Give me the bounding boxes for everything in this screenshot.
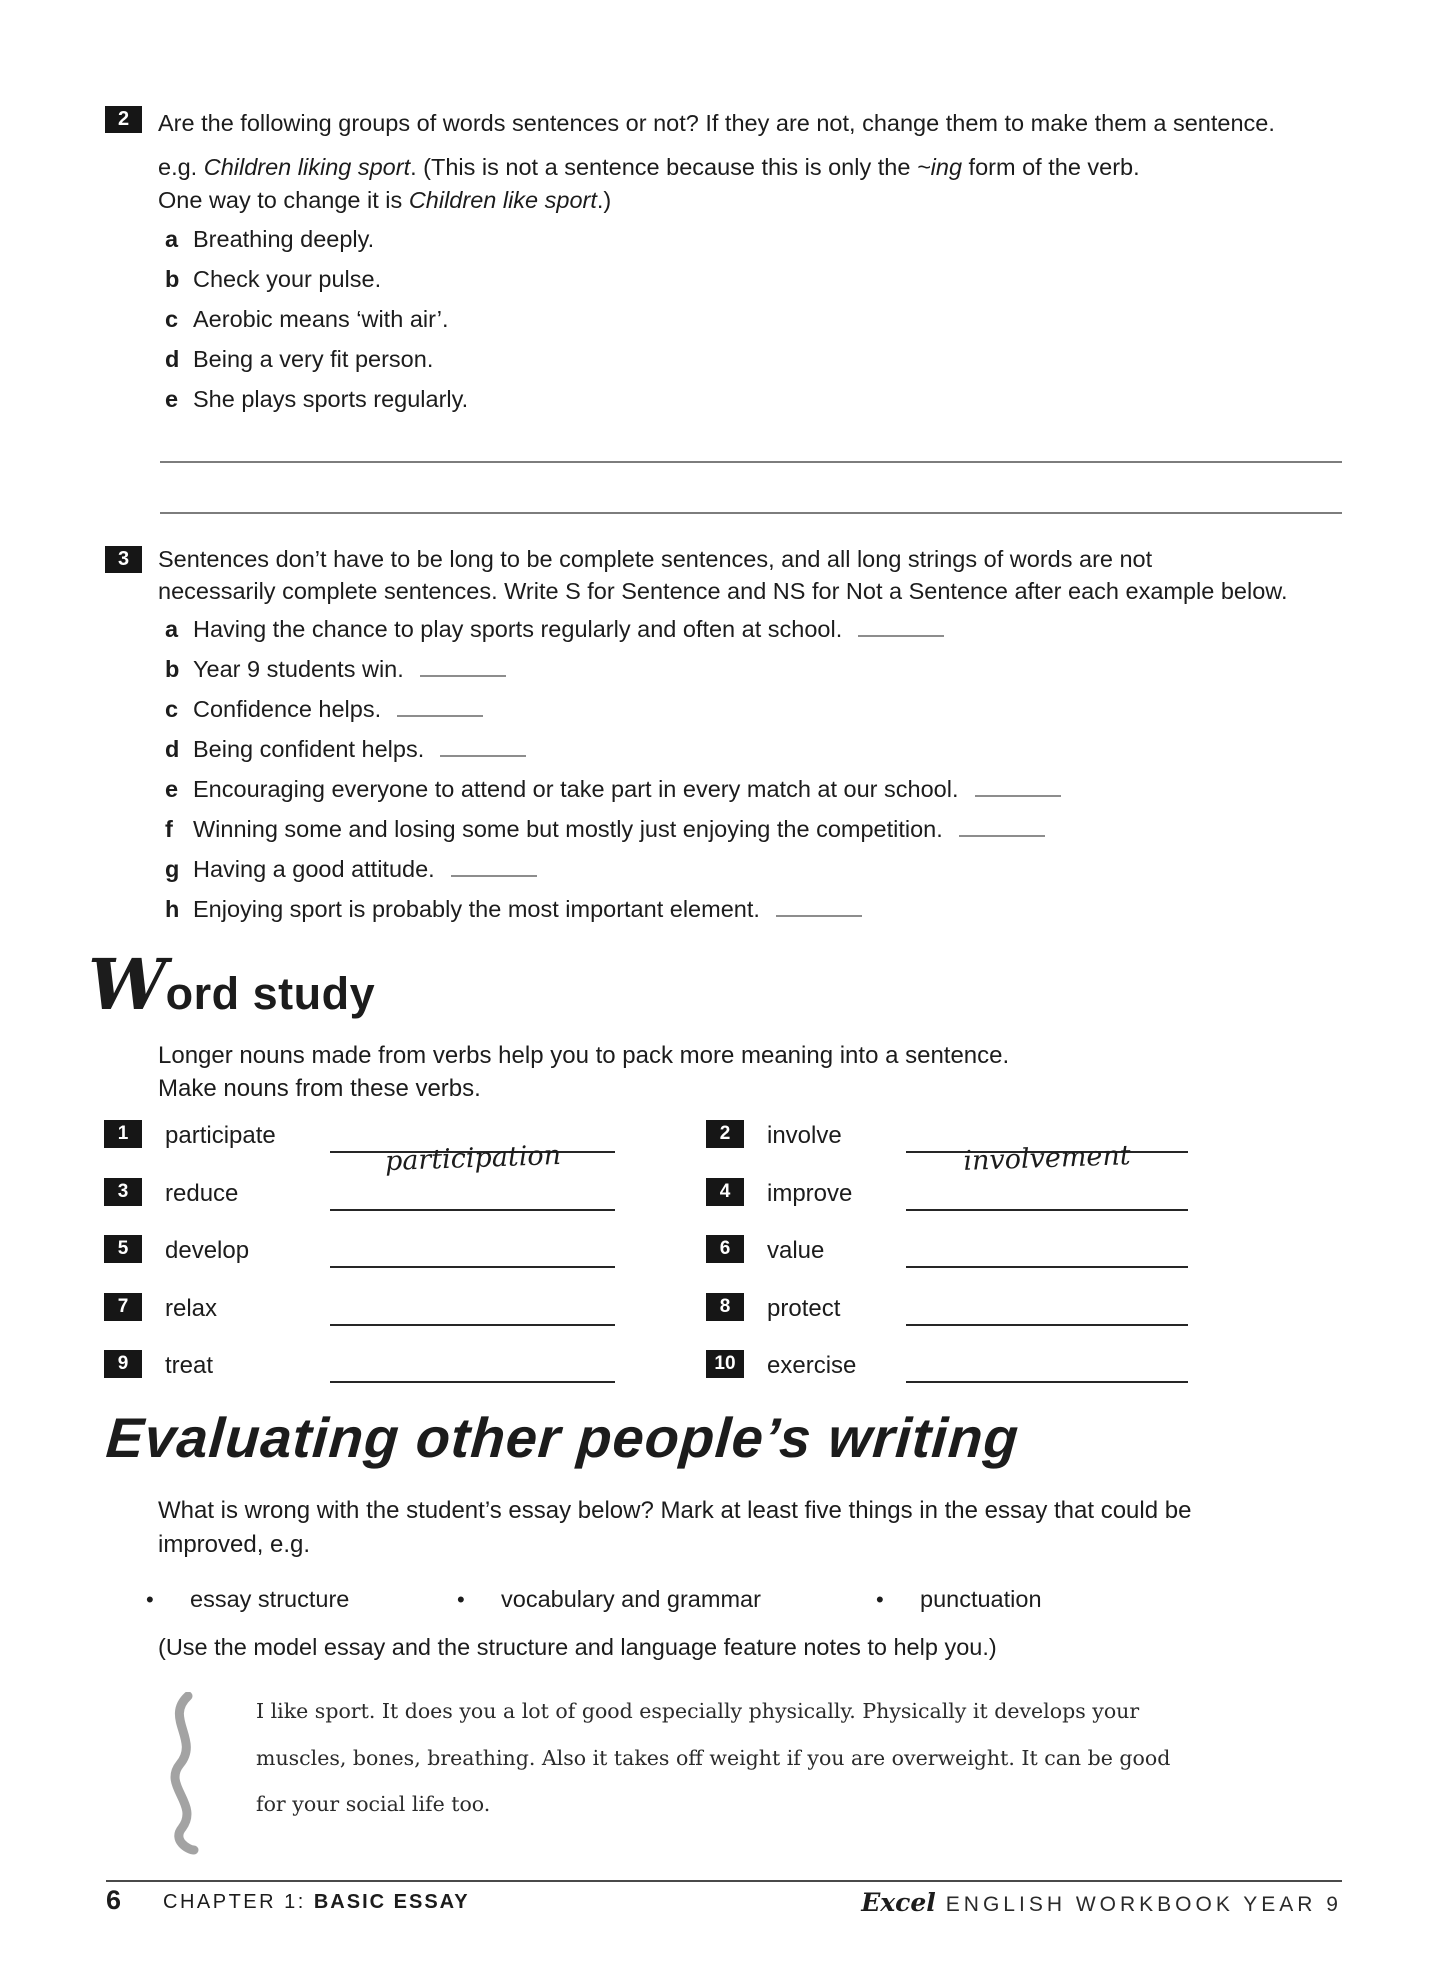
word-study-row-4: [104, 1293, 1342, 1351]
item-letter: c: [165, 306, 179, 332]
item-letter: d: [165, 736, 180, 762]
answer-rule-line-1: [160, 461, 1342, 463]
noun-answer-line-7: [330, 1324, 615, 1326]
exercise-3-number-badge: 3: [105, 546, 142, 573]
exercise-3-item-c: [165, 696, 1061, 736]
evaluating-intro: [158, 1494, 1191, 1562]
handwritten-answer: involvement: [962, 1140, 1132, 1177]
word-number-badge-8: 8: [706, 1293, 744, 1321]
item-text: Year 9 students win.: [193, 656, 404, 682]
exercise-2-item-a: [165, 226, 468, 266]
verb-treat: treat: [165, 1352, 214, 1379]
example-italic-text: Children liking sport: [203, 154, 411, 180]
answer-blank: [451, 861, 537, 877]
item-text: Being a very fit person.: [193, 346, 434, 372]
exercise-3-title: [158, 543, 1287, 607]
squiggle-bracket-icon: [158, 1692, 204, 1856]
exercise-3-item-f: [165, 816, 1061, 856]
exercise-3-title-line-1: Sentences don’t have to be long to be complete sentences, and all long strings of words are not: [158, 546, 1153, 572]
answer-blank: [975, 781, 1061, 797]
word-number-badge-10: 10: [706, 1350, 744, 1378]
word-study-initial: W: [88, 943, 164, 1026]
exercise-3-items: [165, 616, 1061, 936]
word-number-badge-2: 2: [706, 1120, 744, 1148]
item-text: Check your pulse.: [193, 266, 382, 292]
exercise-2-item-b: [165, 266, 468, 306]
item-text: Having a good attitude.: [193, 856, 435, 882]
word-study-heading-text: ord study: [165, 968, 376, 1019]
noun-answer-line-8: [906, 1324, 1188, 1326]
exercise-2-item-c: [165, 306, 468, 346]
verb-protect: protect: [767, 1294, 841, 1322]
item-letter: g: [165, 856, 180, 882]
noun-answer-line-9: [330, 1381, 615, 1383]
verb-value: value: [767, 1237, 825, 1264]
example-italic-text: Children like sport: [408, 187, 597, 213]
noun-answer-line-1: [330, 1139, 615, 1178]
noun-answer-line-2: [906, 1140, 1188, 1177]
item-letter: a: [165, 616, 179, 642]
example-text: e.g.: [158, 154, 204, 180]
evaluating-intro-line-2: improved, e.g.: [158, 1531, 311, 1558]
word-number-badge-5: 5: [104, 1235, 142, 1263]
example-text: . (This is not a sentence because this is only the: [410, 154, 917, 180]
example-line-1: [158, 151, 1140, 184]
verb-participate: participate: [165, 1122, 276, 1149]
item-text: Enjoying sport is probably the most important element.: [193, 896, 760, 922]
word-study-heading: [88, 943, 376, 1026]
exercise-3-title-line-2: necessarily complete sentences. Write S for Sentence and NS for Not a Sentence after each example below.: [158, 578, 1288, 604]
exercise-2-number-badge: 2: [105, 106, 142, 133]
item-text: Confidence helps.: [193, 696, 382, 722]
word-number-badge-1: 1: [104, 1120, 142, 1148]
answer-rule-line-2: [160, 512, 1342, 514]
exercise-3-item-b: [165, 656, 1061, 696]
item-letter: c: [165, 696, 179, 722]
essay-line-3: for your social life too.: [256, 1792, 491, 1816]
exercise-2-items: [165, 226, 468, 426]
footer-rule: [106, 1880, 1342, 1882]
word-study-grid: [104, 1120, 1342, 1408]
verb-relax: relax: [165, 1294, 218, 1322]
chapter-title: BASIC ESSAY: [313, 1891, 470, 1913]
verb-reduce: reduce: [165, 1179, 239, 1207]
workbook-brand: [861, 1888, 1342, 1917]
item-text: Aerobic means ‘with air’.: [193, 306, 449, 332]
item-text: Encouraging everyone to attend or take part in every match at our school.: [193, 776, 959, 802]
essay-line-1: I like sport. It does you a lot of good especially physically. Physically it develops your: [256, 1699, 1140, 1723]
exercise-2-item-d: [165, 346, 468, 386]
chapter-label: CHAPTER 1:: [163, 1891, 314, 1913]
verb-develop: develop: [165, 1237, 250, 1264]
answer-blank: [959, 821, 1045, 837]
answer-blank: [420, 661, 506, 677]
item-letter: e: [165, 776, 179, 802]
answer-blank: [776, 901, 862, 917]
noun-answer-line-3: [330, 1209, 615, 1211]
verb-exercise: exercise: [767, 1352, 857, 1379]
word-study-intro-line-2: Make nouns from these verbs.: [158, 1074, 481, 1102]
example-text: .): [596, 187, 612, 213]
item-text: Winning some and losing some but mostly just enjoying the competition.: [193, 816, 943, 842]
item-text: Having the chance to play sports regularly and often at school.: [193, 616, 843, 642]
word-number-badge-3: 3: [104, 1178, 142, 1206]
evaluating-intro-line-1: What is wrong with the student’s essay below? Mark at least five things in the essay that could be: [158, 1497, 1192, 1524]
exercise-3-item-d: [165, 736, 1061, 776]
example-text: One way to change it is: [158, 187, 409, 213]
verb-improve: improve: [767, 1179, 853, 1207]
excel-logo: Excel: [861, 1888, 936, 1917]
answer-blank: [440, 741, 526, 757]
answer-blank: [858, 621, 944, 637]
evaluating-heading: Evaluating other people’s writing: [104, 1406, 1022, 1469]
word-study-row-5: [104, 1350, 1342, 1408]
verb-involve: involve: [767, 1122, 842, 1149]
word-study-row-1: [104, 1120, 1342, 1178]
exercise-2-item-e: [165, 386, 468, 426]
page-number: 6: [106, 1885, 122, 1915]
brand-text: ENGLISH WORKBOOK YEAR 9: [945, 1893, 1342, 1916]
word-number-badge-4: 4: [706, 1178, 744, 1206]
bullet-punctuation: • punctuation: [876, 1586, 1042, 1613]
exercise-2-title-line-1: Are the following groups of words sentences or not? If they are not, change them to make them a sentence.: [158, 110, 1275, 136]
item-letter: a: [165, 226, 179, 252]
noun-answer-line-5: [330, 1266, 615, 1268]
bullet-vocabulary-grammar: • vocabulary and grammar: [457, 1586, 761, 1613]
word-study-row-3: [104, 1235, 1342, 1293]
exercise-3-item-h: [165, 896, 1061, 936]
noun-answer-line-4: [906, 1209, 1188, 1211]
help-note: (Use the model essay and the structure and language feature notes to help you.): [158, 1634, 997, 1660]
noun-answer-line-6: [906, 1266, 1188, 1268]
chapter-breadcrumb: [163, 1891, 470, 1914]
exercise-3-item-e: [165, 776, 1061, 816]
item-letter: b: [165, 656, 180, 682]
item-letter: h: [165, 896, 180, 922]
exercise-2-example: [158, 151, 1140, 217]
word-number-badge-9: 9: [104, 1350, 142, 1378]
word-study-intro: [158, 1040, 1009, 1105]
example-text: form of the verb.: [962, 154, 1140, 180]
word-study-intro-line-1: Longer nouns made from verbs help you to pack more meaning into a sentence.: [158, 1042, 1010, 1069]
answer-blank: [397, 701, 483, 717]
student-essay-quote: [256, 1688, 1170, 1828]
item-text: She plays sports regularly.: [193, 386, 469, 412]
exercise-3-item-a: [165, 616, 1061, 656]
item-text: Being confident helps.: [193, 736, 425, 762]
item-letter: d: [165, 346, 180, 372]
example-italic-text: ~ing: [916, 154, 963, 180]
item-letter: b: [165, 266, 180, 292]
word-number-badge-6: 6: [706, 1235, 744, 1263]
example-line-2: [158, 184, 1140, 217]
item-text: Breathing deeply.: [193, 226, 375, 252]
item-letter: e: [165, 386, 179, 412]
word-study-row-2: [104, 1178, 1342, 1236]
essay-line-2: muscles, bones, breathing. Also it takes off weight if you are overweight. It can be good: [256, 1745, 1171, 1770]
item-letter: f: [165, 816, 173, 842]
bullet-essay-structure: • essay structure: [146, 1586, 349, 1613]
exercise-3-item-g: [165, 856, 1061, 896]
exercise-2-title: [158, 107, 1275, 139]
noun-answer-line-10: [906, 1381, 1188, 1383]
handwritten-answer: participation: [383, 1139, 562, 1178]
word-number-badge-7: 7: [104, 1293, 142, 1321]
